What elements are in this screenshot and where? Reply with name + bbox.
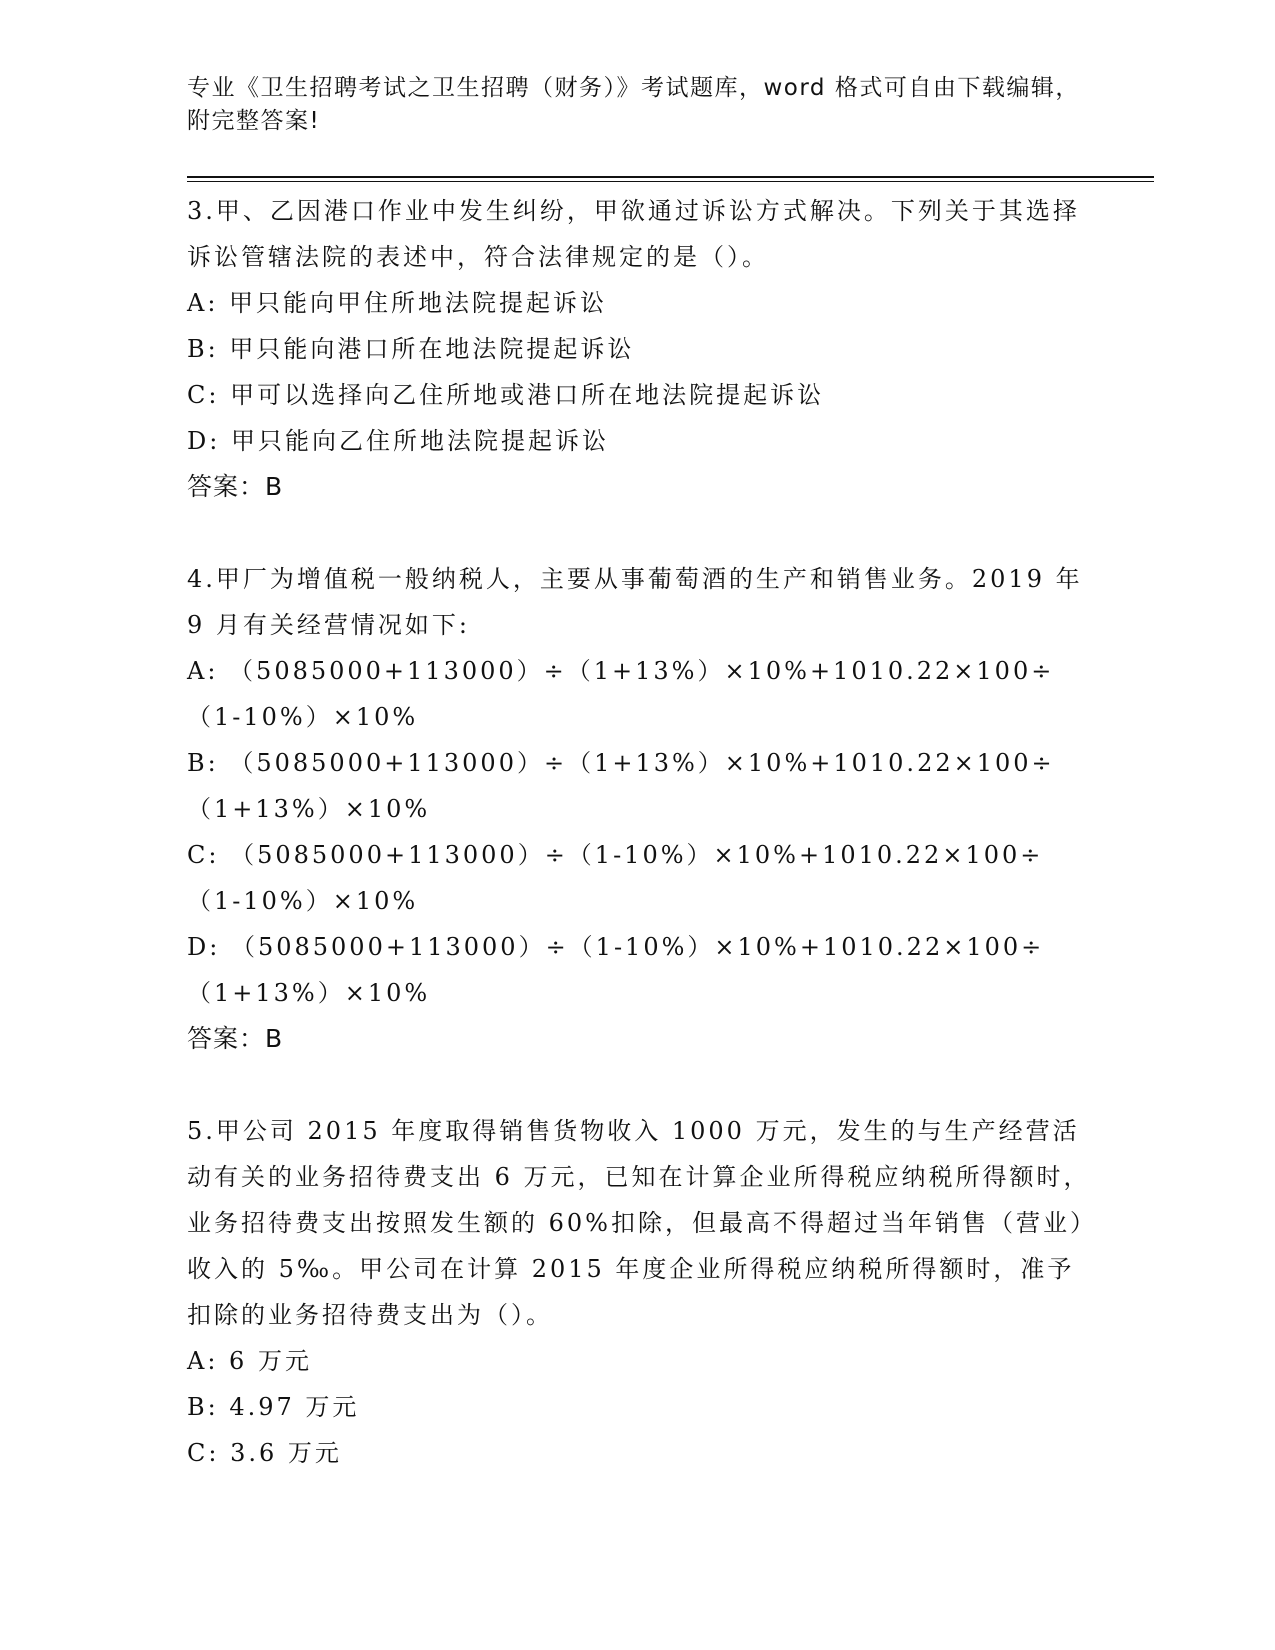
option-a: A: 甲只能向甲住所地法院提起诉讼 [187, 289, 608, 317]
question-4 [187, 556, 1092, 1062]
option-c: C: 3.6 万元 [187, 1439, 342, 1467]
option-c: C: 甲可以选择向乙住所地或港口所在地法院提起诉讼 [187, 381, 825, 409]
option-b: B: （5085000+113000）÷（1+13%）×10%+1010.22×100÷（1+13%）×10% [187, 749, 1055, 823]
option-a: A: 6 万元 [187, 1347, 312, 1375]
spacer [187, 510, 1092, 556]
option-b: B: 4.97 万元 [187, 1393, 360, 1421]
question-stem: 5.甲公司 2015 年度取得销售货物收入 1000 万元，发生的与生产经营活动有关的业务招待费支出 6 万元，已知在计算企业所得税应纳税所得额时，业务招待费支出按照发生额的 60%扣除，但最高不得超过当年销售（营业）收入的 5‰。甲公司在计算 2015 年度企业所得税应纳税所得额时，准予扣除的业务招待费支出为（）。 [187, 1117, 1091, 1329]
header-divider-thin [187, 181, 1154, 182]
answer-line: 答案：B [187, 1024, 284, 1053]
question-stem: 3.甲、乙因港口作业中发生纠纷，甲欲通过诉讼方式解决。下列关于其选择诉讼管辖法院的表述中，符合法律规定的是（）。 [187, 197, 1080, 271]
option-c: C: （5085000+113000）÷（1-10%）×10%+1010.22×100÷（1-10%）×10% [187, 841, 1044, 915]
spacer [187, 1062, 1092, 1108]
question-list [187, 188, 1092, 1476]
option-d: D: （5085000+113000）÷（1-10%）×10%+1010.22×100÷（1+13%）×10% [187, 933, 1045, 1007]
option-d: D: 甲只能向乙住所地法院提起诉讼 [187, 427, 609, 455]
option-a: A: （5085000+113000）÷（1+13%）×10%+1010.22×100÷（1-10%）×10% [187, 657, 1055, 731]
question-3 [187, 188, 1092, 510]
document-header-title: 专业《卫生招聘考试之卫生招聘（财务）》考试题库，word 格式可自由下载编辑，附完整答案! [187, 75, 1080, 134]
answer-line: 答案：B [187, 472, 284, 501]
option-b: B: 甲只能向港口所在地法院提起诉讼 [187, 335, 635, 363]
header-divider-thick [187, 176, 1154, 178]
question-5 [187, 1108, 1092, 1476]
question-stem: 4.甲厂为增值税一般纳税人，主要从事葡萄酒的生产和销售业务。2019 年 9 月有关经营情况如下: [187, 565, 1083, 639]
